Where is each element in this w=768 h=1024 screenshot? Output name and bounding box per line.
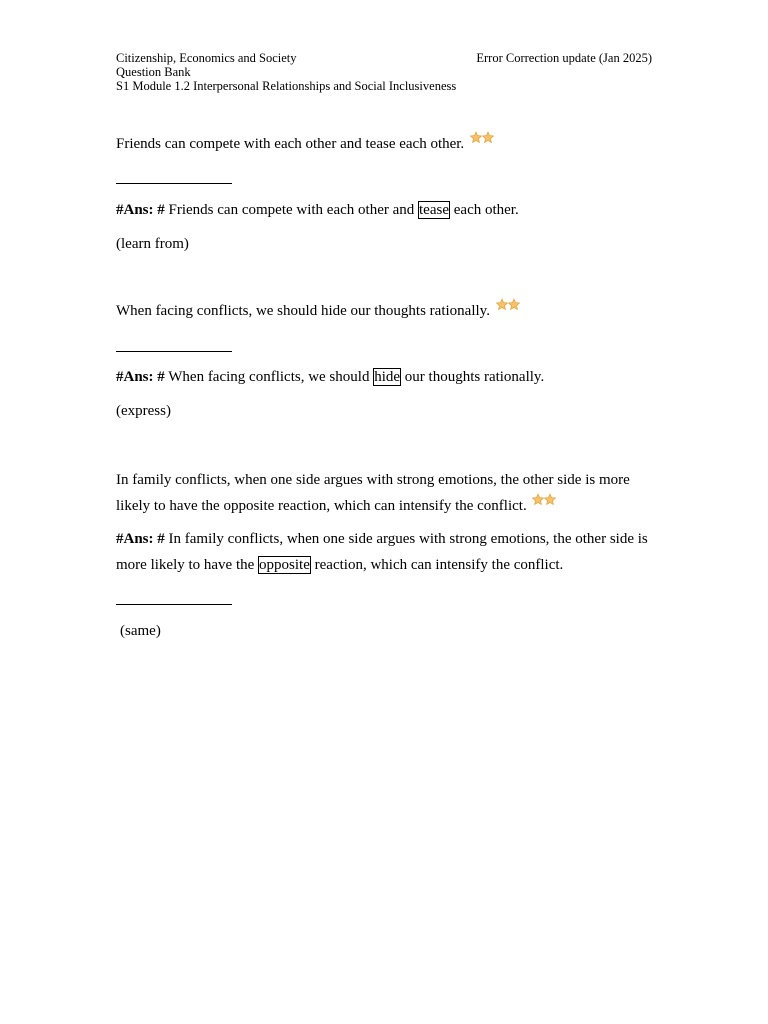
question-1-statement: Friends can compete with each other and tease each other.	[116, 131, 656, 157]
module-title: S1 Module 1.2 Interpersonal Relationships and Social Inclusiveness	[116, 79, 457, 93]
ans-label: #Ans: #	[116, 369, 165, 385]
ans-label: #Ans: #	[116, 202, 165, 218]
answer-3: #Ans: # In family conflicts, when one side argues with strong emotions, the other side is more likely to have the opposite reaction, which can intensify the conflict.	[116, 531, 648, 573]
answer-blank-1[interactable]	[116, 183, 232, 184]
bank-title: Question Bank	[116, 65, 191, 79]
correction-2: (express)	[116, 403, 171, 419]
question-2-statement: When facing conflicts, we should hide our thoughts rationally.	[116, 298, 656, 324]
two-stars-icon	[470, 131, 496, 145]
correction-1: (learn from)	[116, 236, 189, 252]
subject-title: Citizenship, Economics and Society	[116, 51, 297, 65]
page-header	[116, 51, 652, 93]
update-note: Error Correction update (Jan 2025)	[476, 51, 652, 65]
highlighted-error-word: tease	[419, 202, 449, 218]
answer-blank-3[interactable]	[116, 604, 232, 605]
highlighted-error-word: hide	[374, 369, 401, 385]
correction-3: (same)	[120, 623, 161, 639]
two-stars-icon	[532, 493, 558, 507]
question-3-statement: In family conflicts, when one side argues with strong emotions, the other side is more likely to have the opposite reaction, which can intensify the conflict.	[116, 472, 630, 514]
ans-label: #Ans: #	[116, 531, 165, 547]
answer-2: #Ans: # When facing conflicts, we should hide our thoughts rationally.	[116, 369, 545, 385]
answer-1: #Ans: # Friends can compete with each other and tease each other.	[116, 202, 519, 218]
two-stars-icon	[496, 298, 522, 312]
answer-blank-2[interactable]	[116, 351, 232, 352]
highlighted-error-word: opposite	[259, 557, 310, 573]
